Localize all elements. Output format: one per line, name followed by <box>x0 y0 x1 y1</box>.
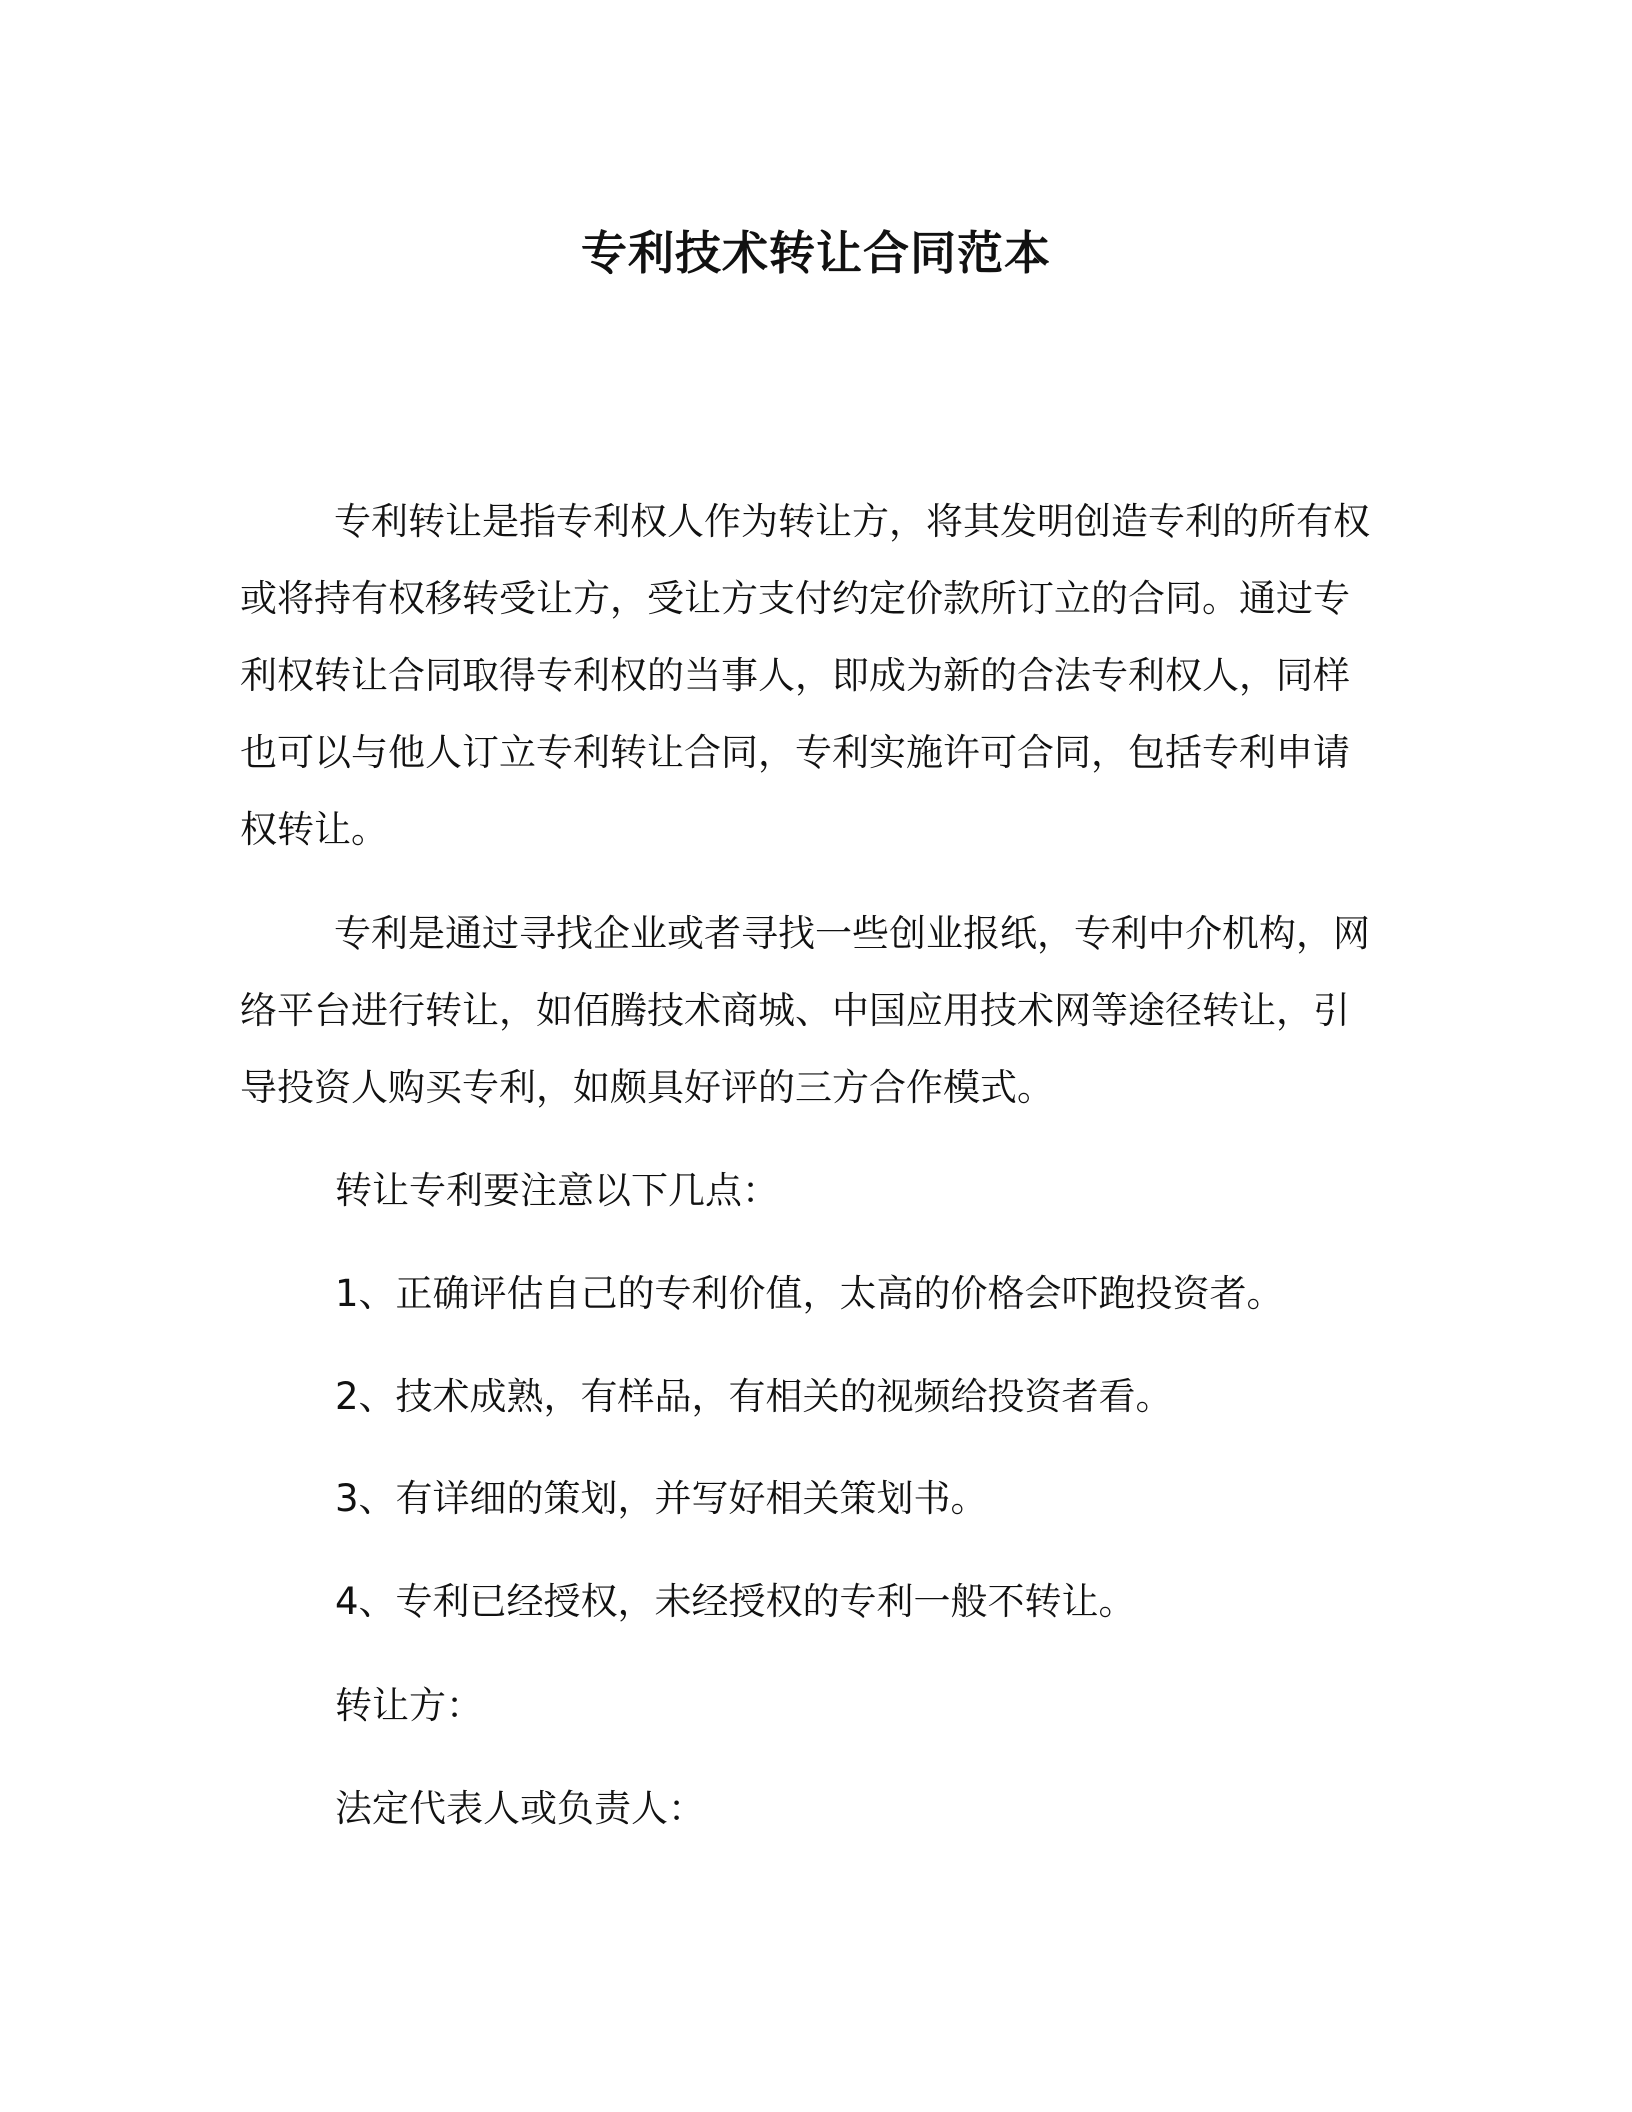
intro-paragraph: 专利转让是指专利权人作为转让方，将其发明创造专利的所有权或将持有权移转受让方，受让方支付约定价款所订立的合同。通过专利权转让合同取得专利权的当事人，即成为新的合法专利权人，同样也可以与他人订立专利转让合同，专利实施许可合同，包括专利申请权转让。 <box>240 500 1370 851</box>
transferor-field-label: 转让方： <box>335 1684 483 1727</box>
list-item: 4、专利已经授权，未经授权的专利一般不转让。 <box>335 1580 1136 1623</box>
list-item: 1、正确评估自己的专利价值，太高的价格会吓跑投资者。 <box>335 1272 1284 1315</box>
document-title: 专利技术转让合同范本 <box>581 226 1051 280</box>
channels-paragraph: 专利是通过寻找企业或者寻找一些创业报纸，专利中介机构，网络平台进行转让，如佰腾技术商城、中国应用技术网等途径转让，引导投资人购买专利，如颇具好评的三方合作模式。 <box>240 912 1370 1109</box>
list-item: 2、技术成熟，有样品，有相关的视频给投资者看。 <box>335 1375 1173 1418</box>
notice-heading: 转让专利要注意以下几点： <box>335 1169 779 1212</box>
list-item: 3、有详细的策划，并写好相关策划书。 <box>335 1477 988 1520</box>
representative-field-label: 法定代表人或负责人： <box>335 1787 705 1830</box>
